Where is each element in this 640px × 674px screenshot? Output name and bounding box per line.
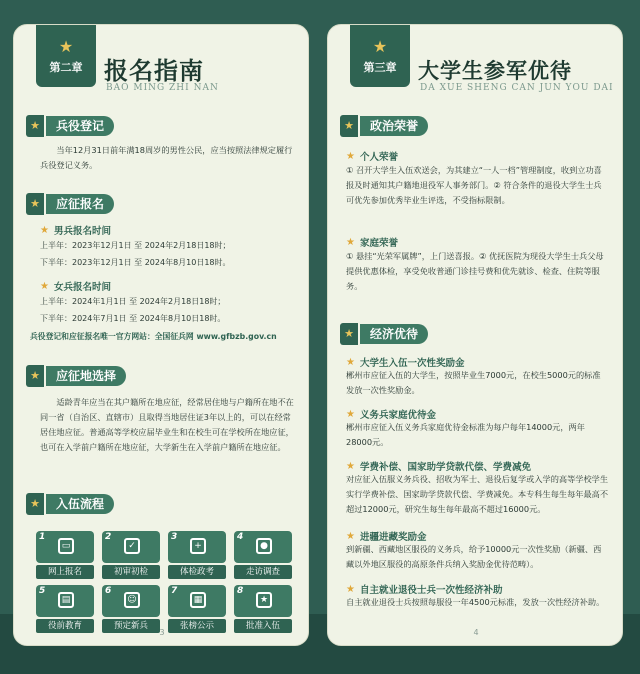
section-label: 经济优待 (360, 324, 428, 344)
right-page (327, 24, 623, 646)
paragraph: ① 悬挂“光荣军属牌”，上门送喜报。② 优抚医院为现役大学生士兵父母提供优惠体检，享受免收普通门诊挂号费和优先就诊、检查、住院等服务。 (346, 251, 604, 291)
people-icon: ● (256, 538, 272, 554)
sub-heading: ★ 进疆进藏奖励金 (346, 530, 427, 543)
section-heading (26, 365, 126, 387)
star-icon: ★ (26, 493, 44, 515)
page-title-pinyin: DA XUE SHENG CAN JUN YOU DAI (420, 83, 614, 93)
sub-heading: ★ 义务兵家庭优待金 (346, 408, 436, 421)
star-icon: ★ (346, 236, 355, 248)
text-line: 上半年：2024年1月1日 至 2024年2月18日18时； (40, 297, 226, 306)
sub-heading: ★ 男兵报名时间 (40, 224, 111, 237)
text-line: 上半年：2023年12月1日 至 2024年2月18日18时； (40, 241, 231, 250)
star-icon: ★ (26, 193, 44, 215)
star-icon: ★ (58, 37, 74, 56)
sub-heading: ★ 自主就业退役士兵一次性经济补助 (346, 583, 503, 596)
paragraph: 适龄青年应当在其户籍所在地应征，经常居住地与户籍所在地不在同一省（自治区、直辖市）且取得当地居住证3年以上的，可以在经常居住地应征。普通高等学校应届毕业生和在校生可在学校所在地应征，也可在入学前户籍所在地应征，大学新生在入学前户籍所在地应征。 (40, 397, 294, 452)
flow-step: 7 ▦ 张榜公示 (168, 585, 226, 633)
flow-step: 2 ✓ 初审初检 (102, 531, 160, 579)
paragraph: 郴州市应征入伍义务兵家庭优待金标准为每户每年14000元，两年28000元。 (346, 422, 585, 447)
sub-heading: ★ 个人荣誉 (346, 150, 398, 163)
book-icon: ▤ (58, 592, 74, 608)
enlistment-flow (36, 531, 292, 641)
chapter-tab (36, 25, 96, 87)
chapter-tab (350, 25, 410, 87)
star-icon: ★ (340, 323, 358, 345)
section-label: 应征报名 (46, 194, 114, 214)
flow-step: 1 ▭ 网上报名 (36, 531, 94, 579)
text-line: 下半年：2024年7月1日 至 2024年8月10日18时。 (40, 314, 226, 323)
flow-step: 5 ▤ 役前教育 (36, 585, 94, 633)
section-heading (26, 115, 114, 137)
board-icon: ▦ (190, 592, 206, 608)
left-page (13, 24, 309, 646)
section-label: 政治荣誉 (360, 116, 428, 136)
paragraph: ① 召开大学生入伍欢送会，为其建立“一人一档”管理制度，收到立功喜报及时通知其户籍地退役军人事务部门。② 符合条件的退役大学生士兵可优先参加优秀毕业生评选，不受指标限制。 (346, 165, 602, 205)
flow-step: 6 ☺ 预定新兵 (102, 585, 160, 633)
paragraph: 当年12月31日前年满18周岁的男性公民，应当按照法律规定履行兵役登记义务。 (40, 145, 293, 170)
sub-heading: ★ 女兵报名时间 (40, 280, 111, 293)
flow-step: 8 ★ 批准入伍 (234, 585, 292, 633)
chapter-label: 第三章 (363, 61, 397, 74)
page-number: 3 (159, 628, 165, 637)
star-icon: ★ (26, 115, 44, 137)
star-icon: ★ (40, 280, 49, 292)
star-icon: ★ (372, 37, 388, 56)
star-icon: ★ (26, 365, 44, 387)
star-icon: ★ (346, 150, 355, 162)
page-title: 报名指南 (104, 56, 204, 85)
star-icon: ★ (346, 356, 355, 368)
star-icon: ★ (346, 583, 355, 595)
flow-step: 3 + 体检政考 (168, 531, 226, 579)
section-label: 兵役登记 (46, 116, 114, 136)
page-title: 大学生参军优待 (418, 58, 572, 83)
paragraph: 自主就业退役士兵按照每服役一年4500元标准，发放一次性经济补助。 (346, 597, 605, 607)
star-icon: ★ (340, 115, 358, 137)
page-number: 4 (473, 628, 479, 637)
website-note: 兵役登记和应征报名唯一官方网站：全国征兵网 www.gfbzb.gov.cn (30, 332, 277, 341)
star-icon: ★ (346, 530, 355, 542)
section-label: 入伍流程 (46, 494, 114, 514)
sub-heading: ★ 家庭荣誉 (346, 236, 398, 249)
paragraph: 郴州市应征入伍的大学生，按照毕业生7000元，在校生5000元的标准发放一次性奖励金。 (346, 370, 601, 395)
section-heading (26, 193, 114, 215)
section-heading (340, 323, 428, 345)
section-heading (26, 493, 114, 515)
paragraph: 到新疆、西藏地区服役的义务兵，给予10000元一次性奖励（新疆、西藏以外地区服役的高原条件兵纳入奖励金优待范畴）。 (346, 544, 602, 569)
star-icon: ★ (346, 460, 355, 472)
sub-heading: ★ 学费补偿、国家助学贷款代偿、学费减免 (346, 460, 531, 473)
star-icon: ★ (40, 224, 49, 236)
certificate-icon: ★ (256, 592, 272, 608)
computer-icon: ▭ (58, 538, 74, 554)
sub-heading: ★ 大学生入伍一次性奖励金 (346, 356, 465, 369)
medical-icon: + (190, 538, 206, 554)
clipboard-icon: ✓ (124, 538, 140, 554)
chapter-label: 第二章 (49, 61, 83, 74)
section-label: 应征地选择 (46, 366, 126, 386)
paragraph: 对应征入伍服义务兵役、招收为军士、退役后复学或入学的高等学校学生实行学费补偿、国家助学贷款代偿、学费减免。本专科生每生每年最高不超过12000元，研究生每生每年最高不超过16000元。 (346, 474, 609, 514)
star-icon: ★ (346, 408, 355, 420)
page-title-pinyin: BAO MING ZHI NAN (106, 83, 219, 93)
soldier-icon: ☺ (124, 592, 140, 608)
flow-step: 4 ● 走访调查 (234, 531, 292, 579)
text-line: 下半年：2023年12月1日 至 2024年8月10日18时。 (40, 258, 231, 267)
section-heading (340, 115, 428, 137)
